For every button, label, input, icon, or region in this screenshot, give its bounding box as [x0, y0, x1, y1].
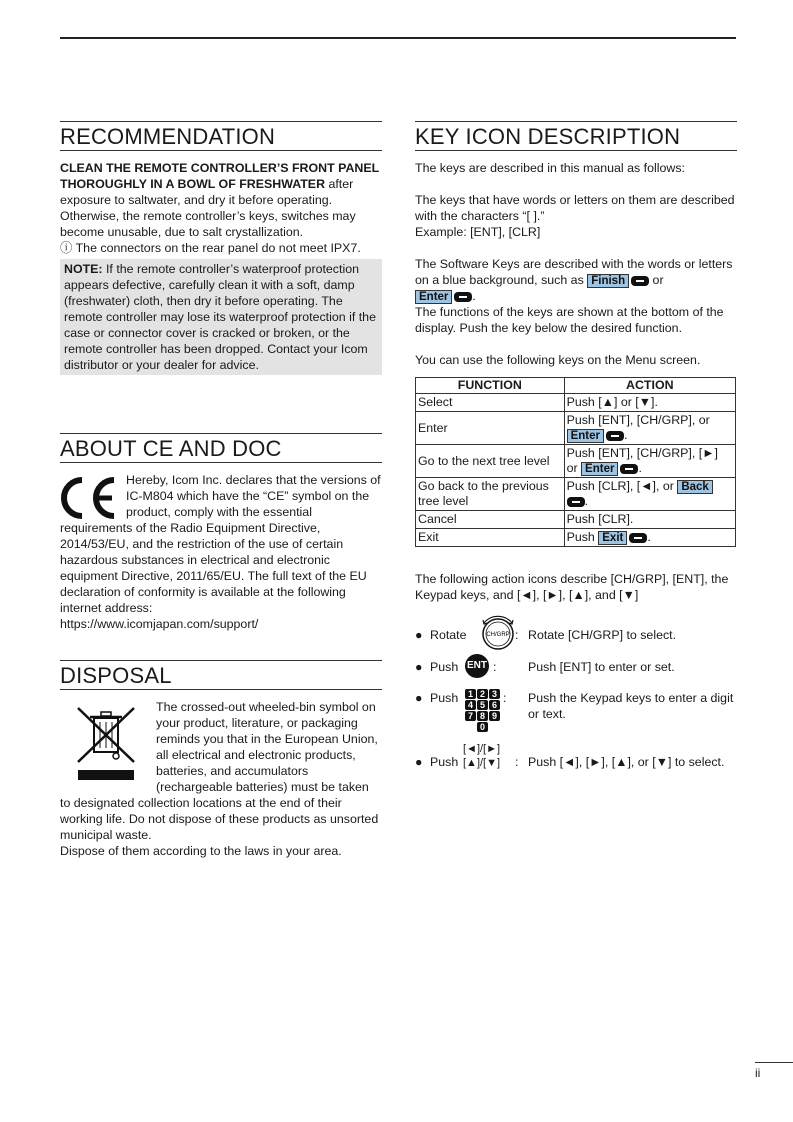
disposal-text-2: Dispose of them according to the laws in your area. [60, 844, 342, 858]
bullet: ● [415, 628, 423, 642]
action-cell: Push [CLR]. [564, 511, 735, 529]
bullet: ● [415, 691, 423, 705]
action-cell: Push [ENT], [CH/GRP], or Enter . [564, 412, 735, 445]
disposal-body [60, 699, 382, 859]
minus-key-icon [567, 497, 585, 507]
function-cell: Go back to the previous tree level [416, 478, 565, 511]
software-keys-text: The Software Keys are described with the words or letters on a blue background, such as Finish or Enter . [415, 257, 733, 303]
keypad-key-2: 2 [477, 689, 488, 699]
keypad-key-3: 3 [489, 689, 500, 699]
table-row [416, 478, 736, 511]
back-softkey: Back [677, 480, 713, 494]
action-text: Push [566, 530, 595, 544]
right-column [415, 121, 737, 783]
software-keys-desc: The Software Keys are described with the words or letters on a blue background, such as [415, 257, 733, 287]
minus-key-icon [631, 276, 649, 286]
menu-keys-intro: You can use the following keys on the Menu screen. [415, 353, 701, 367]
ipx7-info-text: The connectors on the rear panel do not meet IPX7. [72, 241, 361, 255]
keypad-key-5: 5 [477, 700, 488, 710]
enter-softkey: Enter [581, 462, 618, 476]
function-cell: Cancel [416, 511, 565, 529]
ent-key-icon: ENT [465, 654, 489, 678]
recommendation-lead-text: after exposure to saltwater, and dry it before operating. Otherwise, the remote controller’s keys, switches may become unusable, due to salt crystallization. [60, 177, 356, 239]
action-cell: Push [ENT], [CH/GRP], [►] or Enter . [564, 445, 735, 478]
key-icon-example: Example: [ENT], [CLR] [415, 225, 541, 239]
about-ce-section [60, 433, 382, 632]
ent-desc: Push [ENT] to enter or set. [528, 660, 675, 674]
bullet: ● [415, 660, 423, 674]
function-header: FUNCTION [416, 378, 565, 394]
table-row [416, 412, 736, 445]
key-icon-title: KEY ICON DESCRIPTION [415, 121, 737, 151]
action-text: Push [ENT], [CH/GRP], [►] [566, 446, 718, 460]
enter-softkey: Enter [567, 429, 604, 443]
ce-mark-icon [60, 476, 118, 520]
recommendation-title: RECOMMENDATION [60, 121, 382, 151]
exit-softkey: Exit [598, 531, 627, 545]
recommendation-section [60, 121, 382, 375]
recommendation-lead [60, 160, 382, 240]
table-row [416, 529, 736, 547]
disposal-title: DISPOSAL [60, 660, 382, 690]
action-icons-list [415, 613, 737, 783]
or-word: or [649, 273, 664, 287]
keypad-desc: Push the Keypad keys to enter a digit or text. [528, 691, 734, 721]
note-text: If the remote controller’s waterproof protection appears defective, carefully clean it with a soft, damp (freshwater) cloth, then dry it before operating. The remote controller may lose its waterproof protection if the case or connector cover is cracked or broken, or the remote controller has been dropped. Contact your Icom distributor or your dealer for advice. [64, 262, 376, 372]
table-row [416, 511, 736, 529]
arrow-keys-up-down: [▲]/[▼] [463, 757, 501, 769]
keypad-icon [465, 689, 500, 732]
rotate-label: Rotate [430, 628, 467, 642]
note-box [60, 259, 382, 375]
action-text: Push [CLR], [◄], or [566, 479, 674, 493]
software-keys-functions: The functions of the keys are shown at the bottom of the display. Push the key below the desired function. [415, 305, 724, 335]
bullet: ● [415, 755, 423, 769]
info-icon: ⓘ [60, 241, 73, 255]
minus-key-icon [620, 464, 638, 474]
minus-key-icon [629, 533, 647, 543]
push-label: Push [430, 755, 459, 769]
table-row [416, 445, 736, 478]
knob-text: CH/GRP [486, 632, 510, 638]
crossed-out-bin-icon [70, 704, 142, 782]
enter-softkey: Enter [415, 290, 452, 304]
about-ce-title: ABOUT CE AND DOC [60, 433, 382, 463]
ipx7-info [60, 240, 382, 256]
action-cell: Push Exit . [564, 529, 735, 547]
push-label: Push [430, 660, 459, 674]
about-ce-body [60, 472, 382, 632]
action-header: ACTION [564, 378, 735, 394]
action-text: Push [ENT], [CH/GRP], or [566, 413, 710, 427]
table-row [416, 394, 736, 412]
function-cell: Select [416, 394, 565, 412]
arrow-keys-icon [463, 742, 500, 770]
arrows-desc: Push [◄], [►], [▲], or [▼] to select. [528, 755, 725, 769]
finish-softkey: Finish [587, 274, 629, 288]
key-icon-intro: The keys are described in this manual as follows: [415, 161, 685, 175]
function-cell: Exit [416, 529, 565, 547]
colon: : [515, 755, 519, 769]
colon: : [493, 660, 497, 674]
action-cell: Push [▲] or [▼]. [564, 394, 735, 412]
keypad-key-8: 8 [477, 711, 488, 721]
action-icons-intro: The following action icons describe [CH/GRP], [ENT], the Keypad keys, and [◄], [►], [▲], and [▼] [415, 572, 729, 602]
about-ce-url[interactable]: https://www.icomjapan.com/support/ [60, 617, 259, 631]
arrow-keys-left-right: [◄]/[►] [463, 743, 501, 755]
key-icon-brackets: The keys that have words or letters on them are described with the characters “[ ].” [415, 193, 735, 223]
disposal-text: The crossed-out wheeled-bin symbol on your product, literature, or packaging reminds you that in the European Union, all electrical and electronic products, batteries, and accumulators (rechargeable batteries) must be taken to designated collection locations at the end of their working life. Do not dispose of these products as unsorted municipal waste. [60, 700, 379, 842]
minus-key-icon [454, 292, 472, 302]
keypad-key-4: 4 [465, 700, 476, 710]
rotate-desc: Rotate [CH/GRP] to select. [528, 628, 677, 642]
top-rule [60, 37, 736, 39]
keypad-key-0: 0 [477, 722, 488, 732]
push-label: Push [430, 691, 459, 705]
keypad-key-9: 9 [489, 711, 500, 721]
keypad-key-1: 1 [465, 689, 476, 699]
minus-key-icon [606, 431, 624, 441]
function-cell: Enter [416, 412, 565, 445]
table-header-row [416, 378, 736, 394]
keypad-key-7: 7 [465, 711, 476, 721]
function-cell: Go to the next tree level [416, 445, 565, 478]
note-label: NOTE: [64, 262, 103, 276]
keypad-key-6: 6 [489, 700, 500, 710]
or-word: or [566, 461, 578, 475]
action-cell: Push [CLR], [◄], or Back . [564, 478, 735, 511]
colon: : [503, 691, 507, 705]
colon: : [515, 628, 519, 642]
disposal-section [60, 660, 382, 859]
page-number: ii [755, 1062, 793, 1081]
recommendation-lead-bold: CLEAN THE REMOTE CONTROLLER’S FRONT PANEL THOROUGHLY IN A BOWL OF FRESHWATER [60, 161, 379, 191]
key-function-table [415, 377, 736, 547]
about-ce-text: Hereby, Icom Inc. declares that the versions of IC-M804 which have the “CE” symbol on the product, comply with the essential requirements of the Radio Equipment Directive, 2014/53/EU, and the restriction of the use of certain hazardous substances in electrical and electronic equipment Directive, 2011/65/EU. The full text of the EU declaration of conformity is available at the following internet address: [60, 473, 381, 615]
